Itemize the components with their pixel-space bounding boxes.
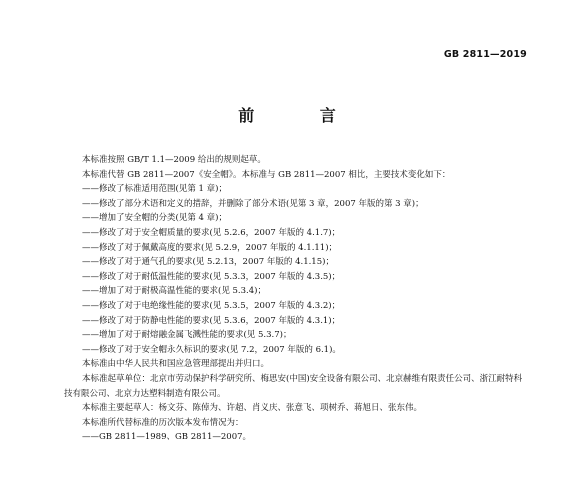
change-list-item: ——增加了对于耐极高温性能的要求(见 5.3.4)； — [82, 286, 266, 297]
change-list-item: ——修改了对于佩戴高度的要求(见 5.2.9，2007 年版的 4.1.11)； — [82, 242, 338, 253]
change-list-item: ——增加了对于耐熔融金属飞溅性能的要求(见 5.3.7)； — [82, 330, 292, 341]
paragraph-history-intro: 本标准所代替标准的历次版本发布情况为： — [82, 417, 244, 428]
document-body — [64, 153, 526, 445]
history-list-item: ——GB 2811—1989、GB 2811—2007。 — [82, 432, 252, 443]
change-list-item: ——修改了对于防静电性能的要求(见 5.3.6，2007 年版的 4.3.1)； — [82, 315, 341, 326]
change-list-item: ——修改了标准适用范围(见第 1 章)； — [82, 184, 227, 195]
change-list-item: ——修改了对于通气孔的要求(见 5.2.13，2007 年版的 4.1.15)； — [82, 257, 334, 268]
change-list-item: ——修改了对于耐低温性能的要求(见 5.3.3，2007 年版的 4.3.5)； — [82, 271, 341, 282]
change-list-item: ——修改了对于电绝缘性能的要求(见 5.3.5，2007 年版的 4.3.2)； — [82, 300, 341, 311]
change-list-item: ——修改了对于安全帽质量的要求(见 5.2.6，2007 年版的 4.1.7)； — [82, 227, 341, 238]
paragraph-drafters: 本标准主要起草人：杨文芬、陈倬为、许超、肖义庆、张意飞、项树乔、蒋旭日、张东伟。 — [82, 403, 423, 414]
change-list-item: ——增加了安全帽的分类(见第 4 章)； — [82, 213, 227, 224]
paragraph-replacement-intro: 本标准代替 GB 2811—2007《安全帽》。本标准与 GB 2811—2007 相比，主要技术变化如下： — [82, 169, 451, 180]
standard-code: GB 2811—2019 — [443, 49, 527, 60]
paragraph-drafting-units: 本标准起草单位：北京市劳动保护科学研究所、梅思安(中国)安全设备有限公司、北京赫维有限责任公司、浙江耐特科技有限公司、北京力达塑料制造有限公司。 — [64, 373, 523, 399]
paragraph-drafting-rules: 本标准按照 GB/T 1.1—2009 给出的规则起草。 — [82, 155, 266, 165]
change-list-item: ——修改了部分术语和定义的措辞，并删除了部分术语(见第 3 章，2007 年版的第 3 章)； — [82, 198, 424, 209]
paragraph-proposer: 本标准由中华人民共和国应急管理部提出并归口。 — [82, 359, 270, 370]
page-title: 前 言 — [238, 106, 366, 125]
change-list-item: ——修改了对于安全帽永久标识的要求(见 7.2，2007 年版的 6.1)。 — [82, 344, 341, 355]
